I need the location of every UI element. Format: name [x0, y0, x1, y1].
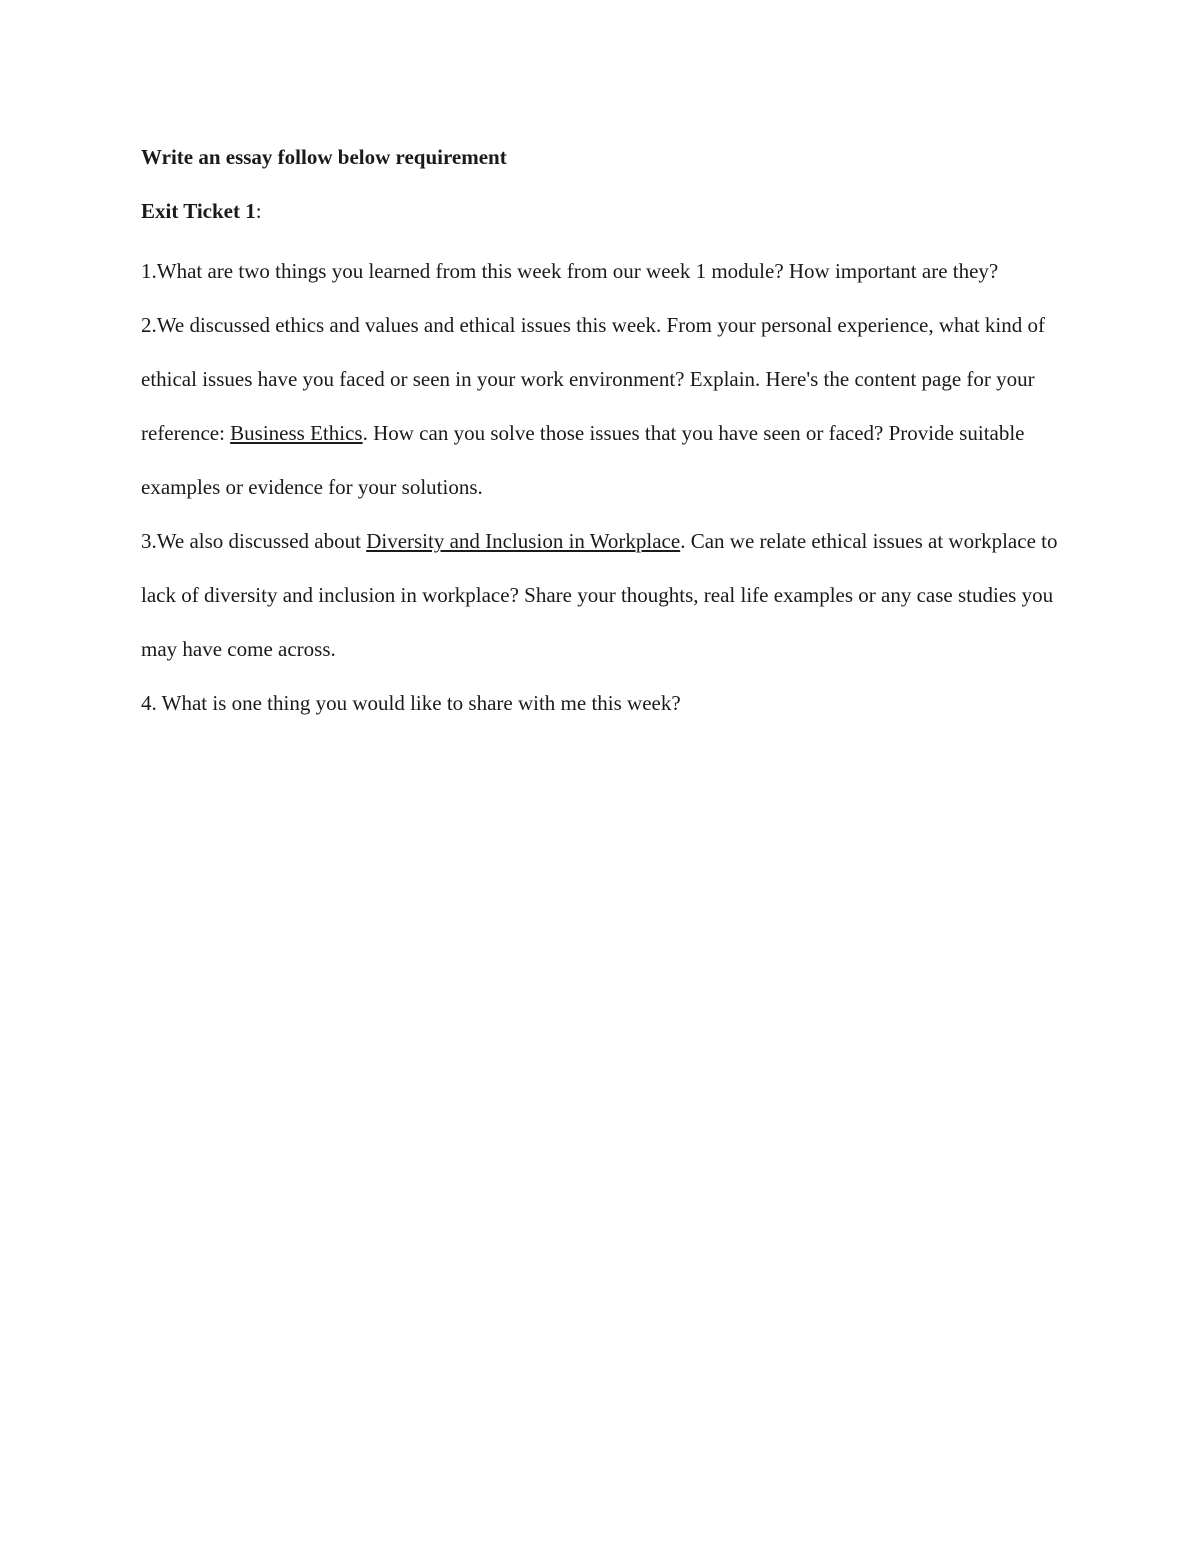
question-2-text-a: 2.We discussed ethics and values and ethical issues this week. From your personal experience, what kind of ethical issues have you faced or seen in your work environment? Explain. Here's the content page for your reference: — [141, 313, 1045, 445]
question-3-text-a: 3.We also discussed about — [141, 529, 367, 553]
question-3 — [141, 514, 1061, 676]
document-title: Write an essay follow below requirement — [141, 145, 507, 169]
question-2 — [141, 298, 1061, 514]
question-3-text-b: . Can we relate ethical issues at workplace to lack of diversity and inclusion in workplace? Share your thoughts, real life examples or any case studies you may have come across. — [141, 529, 1058, 661]
question-4-text: 4. What is one thing you would like to share with me this week? — [141, 691, 681, 715]
ticket-colon: : — [255, 199, 262, 223]
question-1-text: 1.What are two things you learned from this week from our week 1 module? How important are they? — [141, 259, 999, 283]
question-1 — [141, 244, 1061, 298]
ticket-label: Exit Ticket 1 — [141, 199, 256, 223]
question-4 — [141, 676, 1061, 730]
business-ethics-link[interactable]: Business Ethics — [230, 421, 363, 445]
diversity-inclusion-link[interactable]: Diversity and Inclusion in Workplace — [366, 529, 681, 553]
document-content — [141, 138, 1061, 730]
question-list — [141, 244, 1061, 730]
ticket-heading — [141, 192, 1061, 230]
question-2-text-b: . How can you solve those issues that you have seen or faced? Provide suitable examples or evidence for your solutions. — [141, 421, 1025, 499]
